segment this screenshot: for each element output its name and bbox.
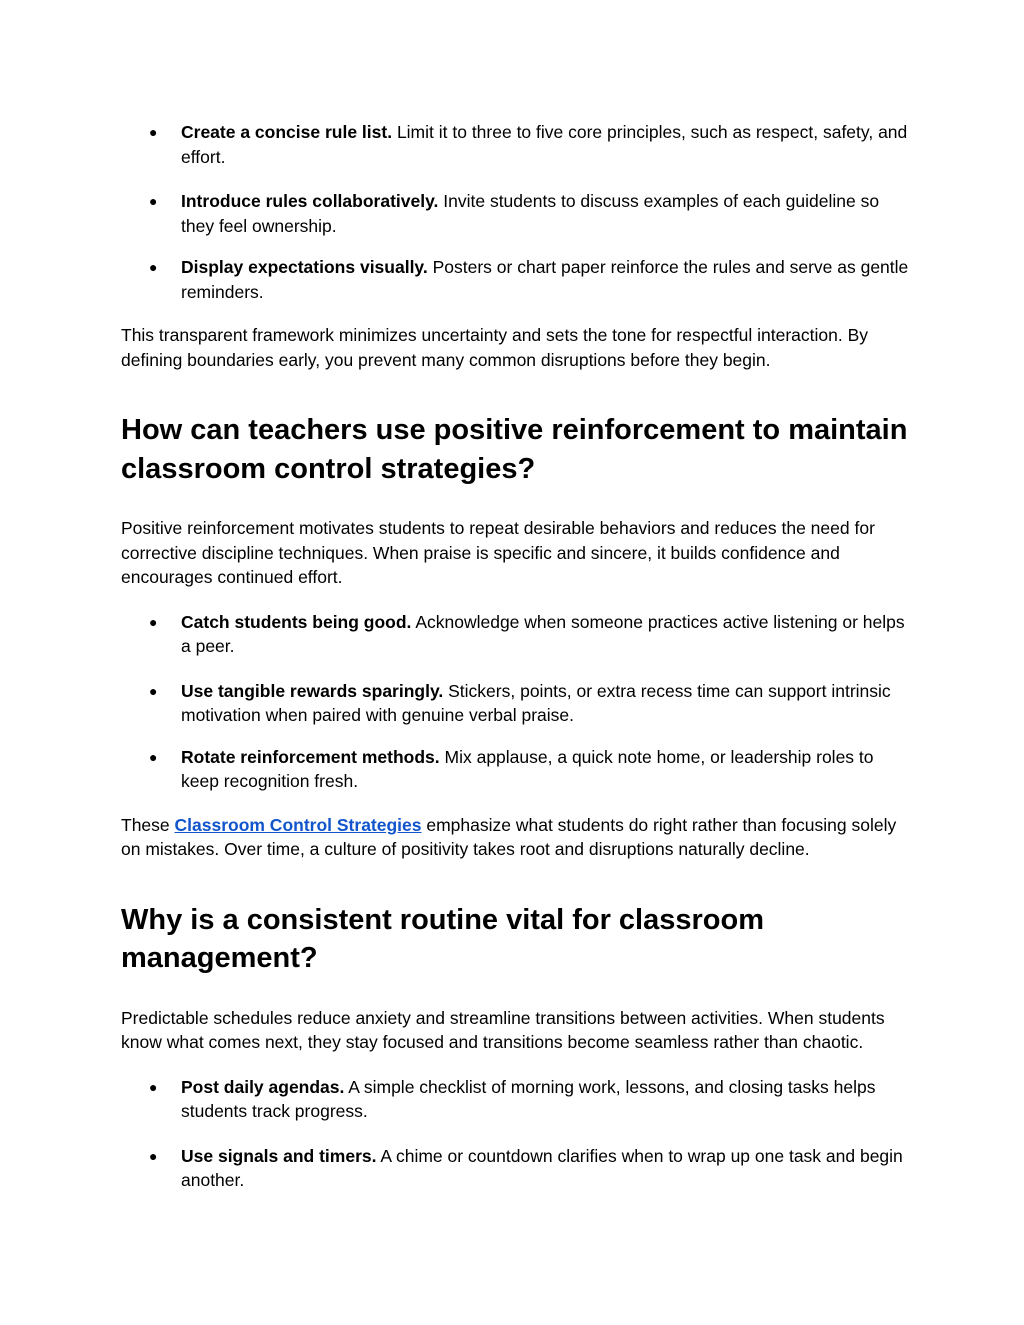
bullet-icon: ● (149, 1078, 158, 1095)
body-paragraph: Positive reinforcement motivates students to repeat desirable behaviors and reduces the need for corrective discipline techniques. When praise is specific and sincere, it builds confidence and encourages continued effort. (121, 518, 875, 587)
closing-prefix: These (121, 814, 175, 835)
bullet-lead: Catch students being good. (181, 611, 412, 632)
bullet-icon: ● (149, 193, 158, 209)
classroom-control-strategies-link[interactable]: Classroom Control Strategies (174, 814, 422, 835)
bullet-icon: ● (149, 613, 158, 630)
list-item (121, 610, 911, 659)
bullet-lead: Use tangible rewards sparingly. (181, 680, 444, 701)
section-heading: How can teachers use positive reinforcement to maintain classroom control strategies? (121, 414, 908, 485)
closing-suffix: emphasize what students do right rather than focusing solely on mistakes. Over time, a culture of positivity takes root and disruptions naturally decline. (121, 814, 897, 859)
bullet-icon: ● (149, 259, 158, 275)
body-paragraph: This transparent framework minimizes uncertainty and sets the tone for respectful interaction. By defining boundaries early, you prevent many common disruptions before they begin. (121, 325, 868, 370)
list-item (121, 189, 911, 238)
list-item (121, 1144, 911, 1193)
list-item (121, 1075, 911, 1124)
bullet-lead: Create a concise rule list. (181, 122, 393, 142)
bullet-icon: ● (149, 748, 158, 765)
reinforcement-bullet-list (121, 610, 911, 794)
bullet-lead: Introduce rules collaboratively. (181, 191, 439, 211)
bullet-text: Stickers, points, or extra recess time can support intrinsic motivation when paired with genuine verbal praise. (181, 680, 891, 725)
list-item (121, 679, 911, 728)
bullet-lead: Post daily agendas. (181, 1076, 345, 1097)
bullet-icon: ● (149, 682, 158, 699)
bullet-text: Invite students to discuss examples of each guideline so they feel ownership. (181, 191, 880, 236)
document-page (121, 106, 911, 1193)
bullet-icon: ● (149, 1147, 158, 1164)
section-heading: Why is a consistent routine vital for classroom management? (121, 903, 764, 974)
bullet-icon: ● (149, 124, 158, 140)
list-item (121, 745, 911, 794)
bullet-lead: Display expectations visually. (181, 257, 428, 277)
bullet-lead: Rotate reinforcement methods. (181, 746, 440, 767)
bullet-text: A chime or countdown clarifies when to wrap up one task and begin another. (181, 1145, 903, 1190)
bullet-text: Acknowledge when someone practices active listening or helps a peer. (181, 611, 905, 656)
list-item (121, 120, 911, 169)
bullet-lead: Use signals and timers. (181, 1145, 377, 1166)
bullet-text: A simple checklist of morning work, lessons, and closing tasks helps students track progress. (181, 1076, 876, 1121)
rules-bullet-list (121, 120, 911, 304)
list-item (121, 255, 911, 304)
routine-bullet-list (121, 1075, 911, 1193)
bullet-text: Limit it to three to five core principles, such as respect, safety, and effort. (181, 122, 908, 167)
body-paragraph: Predictable schedules reduce anxiety and streamline transitions between activities. When students know what comes next, they stay focused and transitions become seamless rather than chaotic. (121, 1007, 885, 1052)
bullet-text: Posters or chart paper reinforce the rules and serve as gentle reminders. (181, 257, 909, 302)
body-paragraph (121, 813, 911, 862)
bullet-text: Mix applause, a quick note home, or leadership roles to keep recognition fresh. (181, 746, 874, 791)
